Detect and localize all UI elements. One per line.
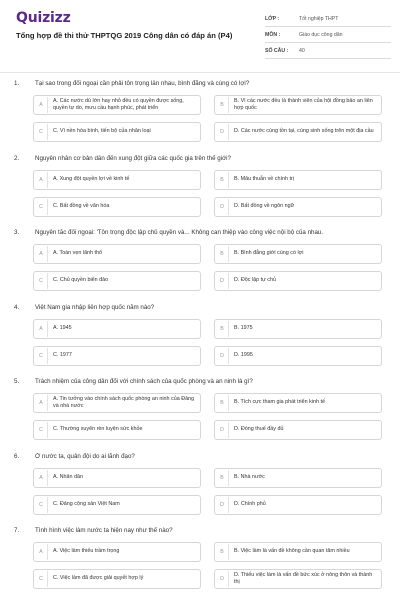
question-item — [0, 76, 400, 151]
header-divider — [0, 72, 400, 73]
option-text: B. Mâu thuẫn về chính trị — [234, 175, 294, 182]
option-text: B. Nhà nước — [234, 473, 265, 480]
answer-option-b[interactable] — [214, 95, 382, 115]
answer-option-a[interactable] — [33, 170, 201, 190]
answer-option-a[interactable] — [33, 319, 201, 339]
question-item — [0, 225, 400, 300]
option-text: D. Độc lập tự chủ — [234, 277, 276, 284]
option-text: A. 1945 — [53, 324, 72, 331]
option-letter-badge: D — [216, 124, 229, 140]
meta-label: SỐ CÂU : — [265, 47, 289, 54]
question-text: Trách nhiệm của công dân đối với chính sách của quốc phòng và an ninh là gì? — [35, 378, 253, 385]
option-text: A. Việc làm thiếu trầm trọng — [53, 548, 120, 555]
meta-value: Tốt nghiệp THPT — [299, 15, 339, 22]
answer-option-c[interactable] — [33, 420, 201, 440]
option-text: C. Đảng cộng sản Việt Nam — [53, 500, 120, 507]
option-letter-badge: B — [216, 246, 229, 262]
document-header — [0, 0, 400, 68]
question-number: 6. — [14, 452, 20, 460]
option-letter-badge: A — [35, 246, 48, 262]
meta-row-class — [265, 11, 391, 27]
option-text: A. Nhân dân — [53, 473, 83, 480]
option-letter-badge: B — [216, 544, 229, 560]
answer-option-c[interactable] — [33, 122, 201, 142]
option-text: A. Xung đột quyền lợi về kinh tế — [53, 175, 130, 182]
question-list — [0, 76, 400, 598]
option-text: C. Vì nền hòa bình, tiến bộ của nhân loại — [53, 128, 151, 135]
question-text: Việt Nam gia nhập liên hợp quốc năm nào? — [35, 303, 155, 311]
question-text: Nguyên nhân cơ bản dẫn đến xung đột giữa các quốc gia trên thế giới? — [35, 154, 231, 162]
option-letter-badge: D — [216, 273, 229, 289]
question-number: 7. — [14, 527, 20, 534]
answer-option-a[interactable] — [33, 393, 201, 413]
option-text: A. Tin tưởng vào chính sách quốc phòng an ninh của Đảng và nhà nước — [53, 395, 195, 409]
answer-option-d[interactable] — [214, 569, 382, 589]
answer-option-b[interactable] — [214, 319, 382, 339]
option-text: C. Bất đồng về văn hóa — [53, 202, 110, 209]
option-text: D. 1995 — [234, 351, 253, 358]
answer-option-d[interactable] — [214, 122, 382, 142]
question-number: 3. — [14, 229, 20, 236]
option-letter-badge: D — [216, 571, 229, 587]
option-letter-badge: C — [35, 273, 48, 289]
question-item — [0, 449, 400, 524]
answer-option-a[interactable] — [33, 542, 201, 562]
option-text: B. Bình đẳng giới cùng có lợi — [234, 250, 304, 257]
option-letter-badge: B — [216, 470, 229, 486]
question-number: 4. — [14, 303, 20, 311]
option-text: C. 1977 — [53, 351, 72, 358]
answer-option-c[interactable] — [33, 197, 201, 217]
question-item — [0, 300, 400, 375]
question-item — [0, 374, 400, 449]
meta-value: Giáo dục công dân — [299, 31, 343, 38]
question-item — [0, 523, 400, 598]
question-number: 1. — [14, 80, 20, 87]
question-text: Nguyên tắc đối ngoại: 'Tôn trọng độc lập chủ quyền và... Không can thiệp vào công việc nội bộ của nhau. — [35, 229, 324, 236]
option-text: D. Bất đồng về ngôn ngữ — [234, 202, 295, 209]
answer-option-b[interactable] — [214, 542, 382, 562]
answer-option-b[interactable] — [214, 170, 382, 190]
meta-row-question-count — [265, 43, 391, 59]
option-text: C. Thường xuyên rèn luyện sức khỏe — [53, 426, 143, 433]
answer-option-a[interactable] — [33, 95, 201, 115]
option-text: B. 1975 — [234, 324, 253, 331]
meta-label: MÔN : — [265, 31, 281, 38]
answer-option-c[interactable] — [33, 495, 201, 515]
answer-option-b[interactable] — [214, 393, 382, 413]
option-letter-badge: B — [216, 172, 229, 188]
option-text: C. Việc làm đã được giải quyết hợp lý — [53, 575, 144, 582]
quiz-meta-table — [265, 11, 391, 59]
option-letter-badge: A — [35, 172, 48, 188]
option-text: D. Đóng thuế đầy đủ — [234, 426, 284, 433]
option-text: B. Vì các nước đều là thành viên của hội đồng bảo an liên hợp quốc — [234, 97, 373, 111]
document-title: Tổng hợp đề thi thử THPTQG 2019 Công dân có đáp án (P4) — [16, 31, 233, 40]
answer-option-d[interactable] — [214, 495, 382, 515]
option-text: D. Thiếu việc làm là vấn đề bức xúc ở nông thôn và thành thị — [234, 571, 373, 585]
option-text: A. Toàn vẹn lãnh thổ — [53, 250, 103, 257]
option-letter-badge: C — [35, 199, 48, 215]
question-number: 5. — [14, 378, 20, 385]
option-letter-badge: D — [216, 199, 229, 215]
question-number: 2. — [14, 154, 20, 162]
meta-value: 40 — [299, 47, 305, 54]
answer-option-c[interactable] — [33, 569, 201, 589]
option-text: D. Chính phủ — [234, 500, 266, 507]
option-letter-badge: A — [35, 395, 48, 411]
answer-option-a[interactable] — [33, 244, 201, 264]
answer-option-a[interactable] — [33, 468, 201, 488]
option-text: D. Các nước cùng tồn tại, cùng sinh sống trên một địa cầu — [234, 128, 374, 135]
option-letter-badge: C — [35, 497, 48, 513]
question-item — [0, 151, 400, 226]
option-letter-badge: A — [35, 321, 48, 337]
option-letter-badge: D — [216, 497, 229, 513]
option-text: B. Tích cực tham gia phát triển kinh tế — [234, 399, 326, 406]
quizizz-logo: Quizizz — [16, 10, 71, 26]
answer-option-d[interactable] — [214, 271, 382, 291]
option-letter-badge: B — [216, 321, 229, 337]
option-letter-badge: A — [35, 544, 48, 560]
option-letter-badge: C — [35, 348, 48, 364]
answer-option-c[interactable] — [33, 271, 201, 291]
option-letter-badge: A — [35, 470, 48, 486]
answer-option-b[interactable] — [214, 468, 382, 488]
answer-option-c[interactable] — [33, 346, 201, 366]
answer-option-d[interactable] — [214, 420, 382, 440]
question-text: Ở nước ta, quân đội do ai lãnh đạo? — [35, 452, 135, 460]
option-letter-badge: C — [35, 124, 48, 140]
option-letter-badge: D — [216, 422, 229, 438]
question-text: Tình hình việc làm nước ta hiện nay như thế nào? — [35, 527, 173, 534]
option-text: A. Các nước dù lớn hay nhỏ đều có quyền được sống, quyền tự do, mưu cầu hạnh phúc, phát triển — [53, 97, 184, 111]
answer-option-d[interactable] — [214, 197, 382, 217]
option-text: B. Việc làm là vấn đề không cần quan tâm nhiều — [234, 548, 350, 555]
option-letter-badge: C — [35, 422, 48, 438]
option-text: C. Chủ quyền biển đảo — [53, 277, 109, 284]
meta-row-subject — [265, 27, 391, 43]
option-letter-badge: B — [216, 395, 229, 411]
option-letter-badge: C — [35, 571, 48, 587]
answer-option-d[interactable] — [214, 346, 382, 366]
option-letter-badge: D — [216, 348, 229, 364]
meta-label: LỚP : — [265, 15, 280, 22]
answer-option-b[interactable] — [214, 244, 382, 264]
option-letter-badge: B — [216, 97, 229, 113]
question-text: Tại sao trong đối ngoại cần phải tôn trọng lẫn nhau, bình đẳng và cùng có lợi? — [35, 80, 250, 87]
option-letter-badge: A — [35, 97, 48, 113]
